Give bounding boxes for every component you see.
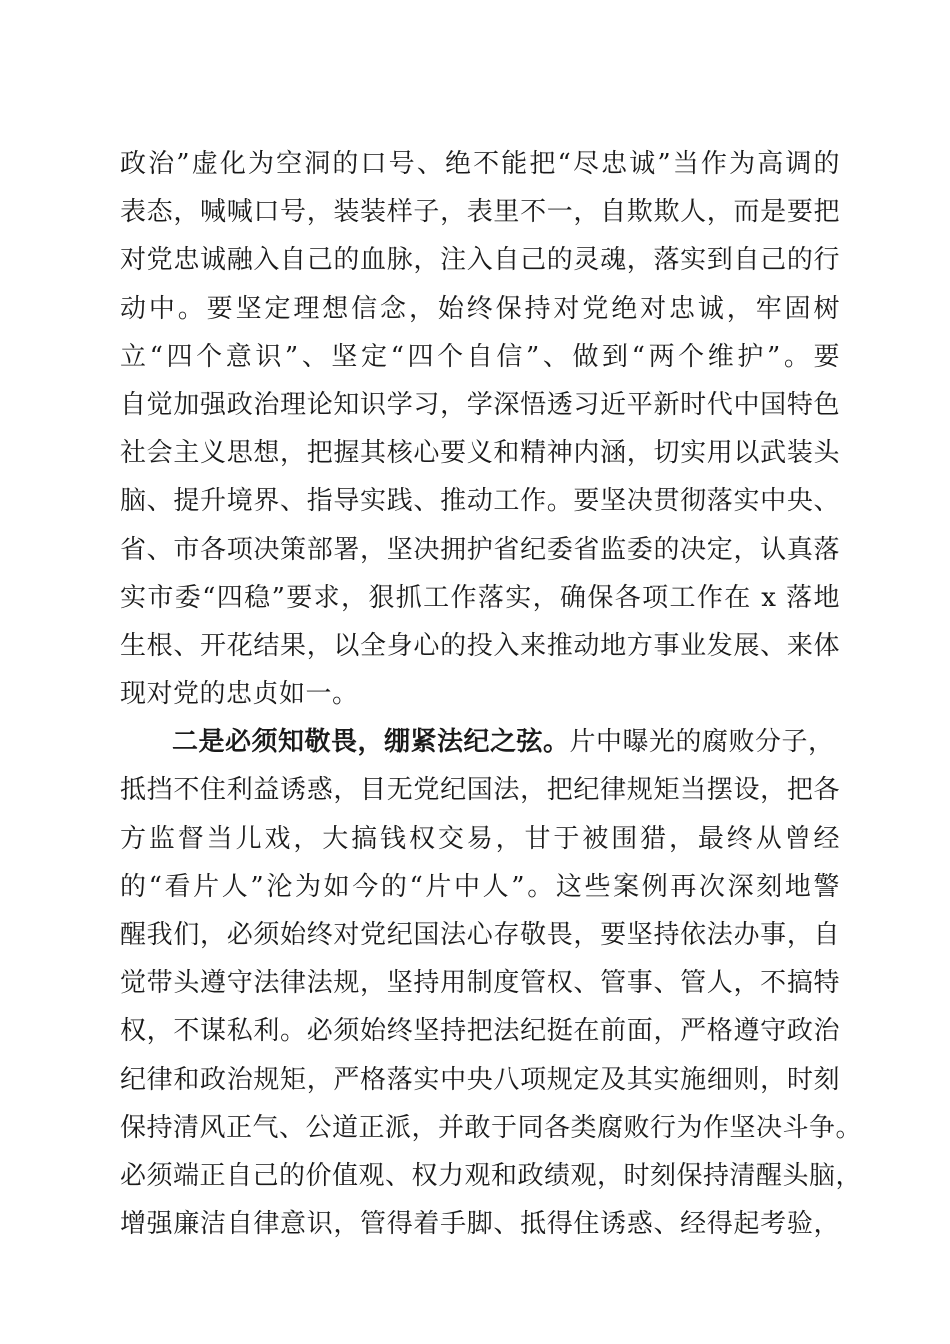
text-line: 社会主义思想，把握其核心要义和精神内涵，切实用以武装头: [120, 438, 840, 469]
paragraph-political-loyalty: [120, 140, 840, 718]
text-line: 保持清风正气、公道正派，并敢于同各类腐败行为作坚决斗争。: [120, 1112, 863, 1143]
text-line: 醒我们，必须始终对党纪国法心存敬畏，要坚持依法办事，自: [120, 920, 840, 950]
section-heading: 二是必须知敬畏，绷紧法纪之弦。: [172, 727, 570, 758]
paragraph-respect-law: [120, 718, 863, 1248]
text-line: 增强廉洁自律意识，管得着手脚、抵得住诱惑、经得起考验，: [120, 1209, 840, 1240]
text-line: 纪律和政治规矩，严格落实中央八项规定及其实施细则，时刻: [120, 1064, 840, 1095]
text-line: 的“看片人”沦为如今的“片中人”。这些案例再次深刻地警: [120, 871, 840, 902]
text-line: 必须端正自己的价值观、权力观和政绩观，时刻保持清醒头脑，: [120, 1160, 863, 1191]
text-line: 政治”虚化为空洞的口号、绝不能把“尽忠诚”当作为高调的: [120, 149, 840, 179]
text-line: 觉带头遵守法律法规，坚持用制度管权、管事、管人，不搞特: [120, 968, 840, 999]
text-line: 生根、开花结果，以全身心的投入来推动地方事业发展、来体: [120, 630, 840, 661]
text-line: 对党忠诚融入自己的血脉，注入自己的灵魂，落实到自己的行: [120, 245, 840, 276]
text-line: 立“四个意识”、坚定“四个自信”、做到“两个维护”。要: [120, 341, 840, 372]
text-line: 自觉加强政治理论知识学习，学深悟透习近平新时代中国特色: [120, 389, 840, 420]
text-line: 方监督当儿戏，大搞钱权交易，甘于被围猎，最终从曾经: [120, 823, 840, 854]
text-line: 省、市各项决策部署，坚决拥护省纪委省监委的决定，认真落: [120, 534, 840, 565]
text-line: 权，不谋私利。必须始终坚持把法纪挺在前面，严格遵守政治: [120, 1016, 840, 1047]
body-text: [120, 140, 863, 1248]
first-line-text: 片中曝光的腐败分子，: [569, 727, 835, 758]
text-line: 抵挡不住利益诱惑，目无党纪国法，把纪律规矩当摆设，把各: [120, 775, 840, 806]
text-line: 实市委“四稳”要求，狠抓工作落实，确保各项工作在 x 落地: [120, 582, 840, 613]
text-line: 脑、提升境界、指导实践、推动工作。要坚决贯彻落实中央、: [120, 486, 840, 517]
text-line: 表态，喊喊口号，装装样子，表里不一，自欺欺人，而是要把: [120, 197, 840, 228]
text-line: 动中。要坚定理想信念，始终保持对党绝对忠诚，牢固树: [120, 293, 840, 324]
text-line: 现对党的忠贞如一。: [120, 679, 359, 710]
paragraph-first-line: [120, 718, 840, 766]
